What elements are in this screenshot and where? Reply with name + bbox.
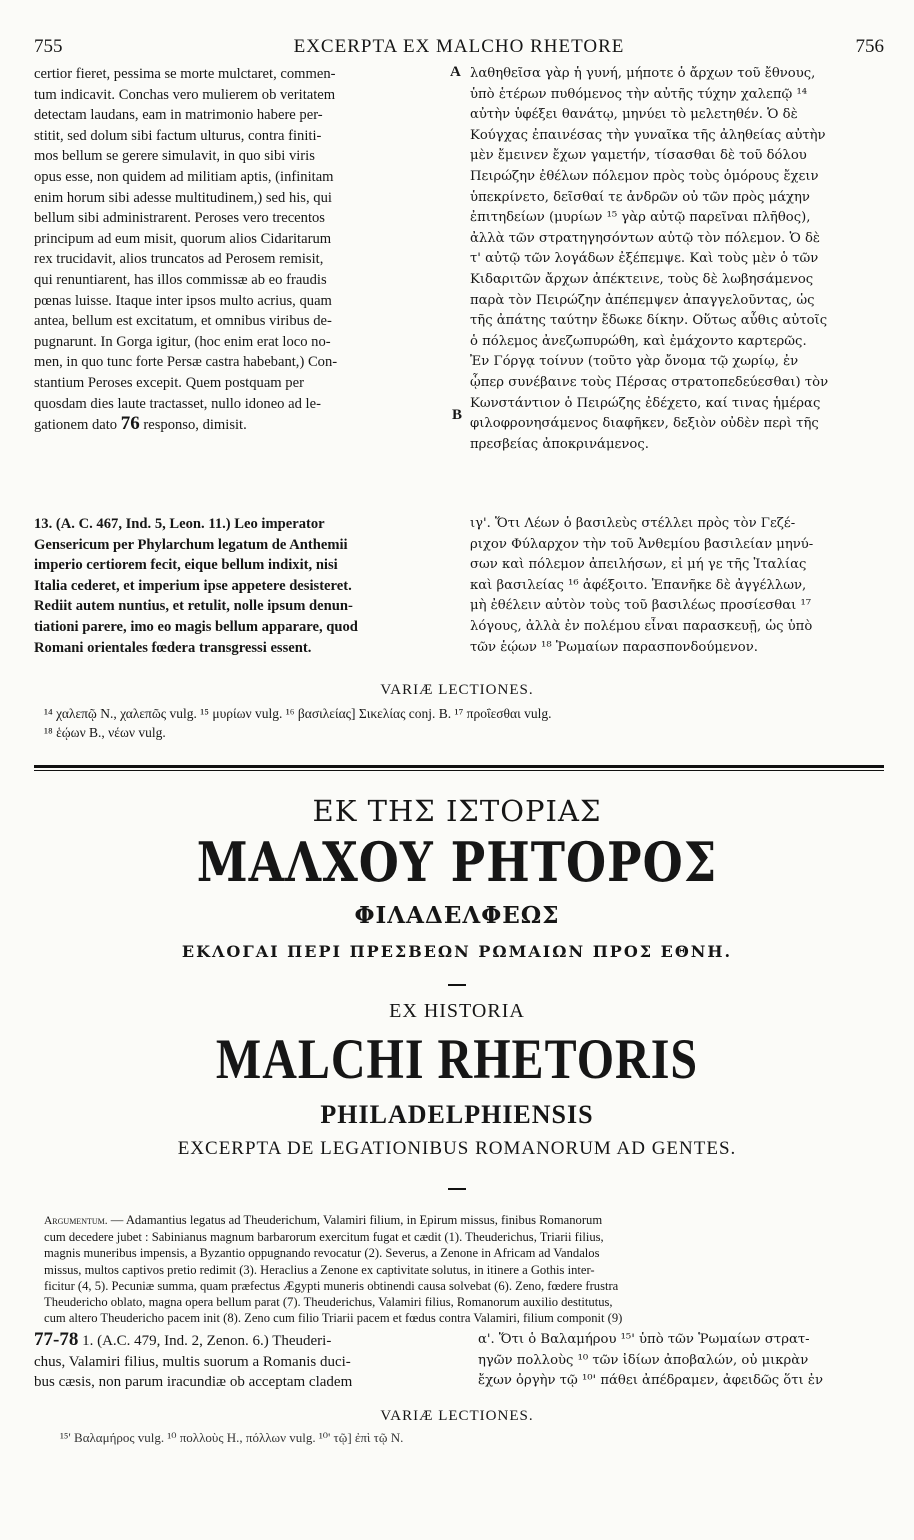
- text-line: cum altero Theudericho pacem init (8). Zeno cum filio Triarii pacem et fœdus contra Valamiri, filium componit (9): [44, 1311, 623, 1326]
- text-line: μὲν ἔμεινεν ἔχων γαμετήν, τίσασθαι δὲ τοῦ δόλου: [470, 148, 807, 164]
- greek-title-line-3: ΦΙΛΑΔΕΛΦΕΩΣ: [354, 902, 560, 929]
- text-line: ὑπὸ ἑτέρων πυθόμενος τὴν αὐτῆς τύχην χαλεπῷ ¹⁴: [470, 86, 808, 102]
- argumentum-label: Argumentum.: [44, 1215, 108, 1227]
- text-line: σων καὶ πόλεμον ἀπειλήσων, εἰ μή γε τῆς Ἰταλίας: [470, 557, 807, 573]
- text-line: πρεσβείας ἀποκρινάμενος.: [470, 436, 649, 452]
- greek-section-1: [478, 1330, 888, 1392]
- text-line: ἔχων ὀργὴν τῷ ¹⁰' πάθει ἀπέδραμεν, ἀφειδῶς ὅτι ἐν: [478, 1373, 823, 1389]
- footnotes-top: [44, 704, 884, 742]
- text-line: magnis muneribus impensis, a Byzantio oppugnando revocatur (2). Severus, a Zenone in Africam ad Vandalos: [44, 1246, 600, 1261]
- text-line: pœnas luisse. Itaque inter ipsos multo acrius, quam: [34, 292, 332, 309]
- text-line: enim horum sibi adesse multitudinem,) sed his, qui: [34, 189, 332, 206]
- text-line: Ἐν Γόργᾳ τοίνυν (τοῦτο γὰρ ὄνομα τῷ χωρίῳ, ἐν: [470, 354, 799, 370]
- text-line: φιλοφρονησάμενος διαφῆκεν, δεξιὸν οὐδὲν περὶ τῆς: [470, 416, 819, 432]
- footnote-line: ¹⁸ ἑῴων B., νέων vulg.: [44, 725, 166, 740]
- text-line: Romani orientales fœdera transgressi essent.: [34, 639, 312, 656]
- variae-lectiones-heading-2: VARIÆ LECTIONES.: [380, 1408, 534, 1424]
- text-line: ficitur (4, 5). Pecuniæ summa, quam præfectus Ægypti muneris obtinendi causa solvebat (6). Zeno, fœdere frustra: [44, 1278, 619, 1293]
- text-line: bellum sibi administrarent. Peroses vero trecentos: [34, 210, 325, 227]
- col-number: 76: [120, 414, 140, 435]
- text-line: τ' αὐτῷ τῶν λογάδων ἐξέπεμψε. Καὶ τοὺς μὲν ὁ τῶν: [470, 251, 819, 267]
- running-title: EXCERPTA EX MALCHO RHETORE: [293, 36, 625, 57]
- text-line: detectam laudans, eam in matrimonio habere per-: [34, 107, 323, 124]
- text-line: Κωνστάντιον ὁ Πειρώζης ἐδέχετο, καί τινας ἡμέρας: [470, 395, 821, 411]
- text-line: men, in quo tunc forte Persæ castra habebant,) Con-: [34, 354, 338, 371]
- margin-marker-b: B: [452, 407, 463, 423]
- text-line: ἐπιτηδείων (μυρίων ¹⁵ γὰρ αὐτῷ παρεῖναι πλῆθος),: [470, 210, 811, 226]
- greek-title-line-2: ΜΑΛΧΟΥ ΡΗΤΟΡΟΣ: [196, 830, 718, 894]
- text-line: λόγους, ἀλλὰ ἐν πολέμου εἶναι παρασκευῇ, ὡς ὑπὸ: [470, 618, 813, 634]
- section-divider-thin: [34, 770, 884, 771]
- text-line: pugnarunt. In Gorga igitur, (hoc enim erat loco no-: [34, 333, 331, 350]
- text-line: [34, 1330, 450, 1352]
- text-line: stantium Peroses excepit. Quem postquam per: [34, 374, 304, 391]
- text-line: ὁ πόλεμος ἀνεζωπυρώθη, καὶ ἐμάχοντο καρτερῶς.: [470, 333, 807, 349]
- text-line: τῆς ἀπάτης ταύτην ἔδωκε δίκην. Οὕτως αὖθις αὐτοῖς: [470, 313, 828, 329]
- text-line: tiationi parere, imo eo magis bellum apparare, quod: [34, 618, 358, 635]
- text-line: rex trucidavit, alios truncatos ad Perosem remisit,: [34, 251, 324, 268]
- col-number: 77-78: [34, 1330, 79, 1350]
- line-text: — Adamantius legatus ad Theuderichum, Valamiri filium, in Epirum missus, finibus Romanorum: [107, 1213, 603, 1227]
- page-number-left: 755: [34, 36, 63, 57]
- title-dash: [448, 984, 466, 986]
- text-line: certior fieret, pessima se morte mulctaret, commen-: [34, 66, 336, 82]
- title-dash: [448, 1188, 466, 1190]
- text-line: ἀλλὰ τῶν στρατηγησόντων αὐτῷ τὸν πόλεμον. Ὁ δὲ: [470, 230, 820, 246]
- greek-section-13: [470, 514, 882, 658]
- text-line: Gensericum per Phylarchum legatum de Anthemii: [34, 536, 348, 553]
- text-line: quosdam dies laute tractasset, nullo idoneo ad le-: [34, 395, 321, 412]
- text-line: Πειρώζην ἐθέλων πόλεμον πρὸς τοὺς ὁμόρους ἔχειν: [470, 168, 819, 184]
- latin-title-line-3: PHILADELPHIENSIS: [320, 1100, 594, 1129]
- latin-title-line-4: EXCERPTA DE LEGATIONIBUS ROMANORUM AD GENTES.: [177, 1138, 737, 1159]
- text-line: bus cæsis, non parum iracundiæ ob acceptam cladem: [34, 1374, 353, 1391]
- text-line: παρὰ τὸν Πειρώζην ἀπέπεμψεν ἀπαγγελοῦντας, ὡς: [470, 292, 815, 308]
- text-line: α'. Ὅτι ὁ Βαλαμήρου ¹⁵' ὑπὸ τῶν Ῥωμαίων στρατ-: [478, 1332, 810, 1347]
- text-line: [34, 414, 446, 436]
- page-number-right: 756: [855, 36, 884, 57]
- section-divider: [34, 765, 884, 768]
- text-line: mos bellum se gerere simulavit, in quo sibi viris: [34, 148, 315, 165]
- text-line: τῶν ἑῴων ¹⁸ Ῥωμαίων παρασπονδούμενον.: [470, 639, 758, 655]
- line-text: gationem dato: [34, 417, 121, 434]
- text-line: imperio certiorem fecit, eique bellum indixit, nisi: [34, 557, 338, 574]
- latin-title-line-2: MALCHI RHETORIS: [215, 1028, 699, 1091]
- text-line: Κούγχας ἐπαινέσας τὴν γυναῖκα τῆς ἀληθείας αὐτὴν: [470, 127, 826, 143]
- argumentum: [44, 1212, 890, 1326]
- margin-marker-a: A: [450, 64, 461, 80]
- latin-column-top: [34, 64, 446, 436]
- text-line: 13. (A. C. 467, Ind. 5, Leon. 11.) Leo imperator: [34, 516, 325, 532]
- text-line: qui renuntiarent, has illos commissæ ab eo fraudis: [34, 271, 327, 288]
- running-header: [34, 36, 884, 62]
- latin-section-1: [34, 1330, 450, 1393]
- line-text: responso, dimisit.: [139, 417, 247, 434]
- latin-section-13: [34, 514, 446, 658]
- text-line: ριχον Φύλαρχον τὴν τοῦ Ἀνθεμίου βασιλείαν μηνύ-: [470, 536, 814, 552]
- text-line: λαθηθεῖσα γὰρ ἡ γυνή, μήποτε ὁ ἄρχων τοῦ ἔθνους,: [470, 66, 816, 81]
- text-line: stitit, sed dolum sibi factum ulturus, contra finiti-: [34, 127, 322, 144]
- text-line: ὑπεκρίνετο, δεῖσθαί τε ἀνδρῶν οὐ τῶν πρὸς μάχην: [470, 189, 810, 205]
- text-line: opus esse, non quidem ad militiam aptis, (infinitam: [34, 168, 334, 185]
- text-line: καὶ βασιλείας ¹⁶ ἀφέξοιτο. Ἐπανῆκε δὲ ἀγγέλλων,: [470, 577, 807, 593]
- text-line: μὴ ἐθέλειν αὐτὸν τοὺς τοῦ βασιλέως προσίεσθαι ¹⁷: [470, 598, 812, 614]
- text-line: ιγ'. Ὅτι Λέων ὁ βασιλεὺς στέλλει πρὸς τὸν Γεζέ-: [470, 516, 796, 531]
- greek-title-line-1: ΕΚ ΤΗΣ ΙΣΤΟΡΙΑΣ: [312, 794, 602, 828]
- variae-lectiones-heading: VARIÆ LECTIONES.: [380, 682, 534, 698]
- greek-title-line-4: ΕΚΛΟΓΑΙ ΠΕΡΙ ΠΡΕΣΒΕΩΝ ΡΩΜΑΙΩΝ ΠΡΟΣ ΕΘΝΗ.: [181, 942, 733, 961]
- text-line: principum ad eum misit, quorum alios Cidaritarum: [34, 230, 332, 247]
- footnotes-bottom: ¹⁵' Βαλαμήρος vulg. ¹⁰ πολλοὺς H., πόλλων vulg. ¹⁰' τῷ] ἐπὶ τῷ N.: [60, 1430, 404, 1445]
- text-line: Κιδαριτῶν ἄρχων ἀπέκτεινε, τοὺς δὲ λωβησάμενος: [470, 271, 814, 287]
- text-line: Theudericho oblato, magna opera bellum parat (7). Theuderichus, Valamiri filius, Romanorum auxilio destitutus,: [44, 1295, 613, 1310]
- text-line: ᾧπερ συνέβαινε τοὺς Πέρσας στρατοπεδεύεσθαι) τὸν: [470, 374, 829, 390]
- latin-title-line-1: EX HISTORIA: [389, 1000, 525, 1022]
- text-line: [44, 1212, 890, 1229]
- text-line: αὐτὴν ὑφέξει θανάτῳ, μηνύει τὸ μελετηθέν. Ὁ δὲ: [470, 107, 798, 123]
- line-text: 1. (A.C. 479, Ind. 2, Zenon. 6.) Theuderi-: [78, 1333, 332, 1349]
- text-line: cum decedere jubet : Sabinianus magnum barbarorum exercitum fugat et cædit (1). Theuderichus, Triarii filius,: [44, 1230, 604, 1245]
- greek-column-top: [470, 64, 882, 455]
- text-line: missus, multos captivos pretio redimit (3). Heraclius a Zenone ex captivitate solutus, in itinere a Gothis inter-: [44, 1262, 595, 1277]
- text-line: antea, bellum est excitatum, et omnibus viribus de-: [34, 313, 332, 330]
- text-line: Rediit autem nuntius, et retulit, nolle ipsum denun-: [34, 598, 353, 615]
- text-line: Italia cederet, et imperium ipse appetere desisteret.: [34, 577, 352, 594]
- text-line: tum indicavit. Conchas vero mulierem ob veritatem: [34, 86, 336, 103]
- footnote-line: ¹⁴ χαλεπῷ N., χαλεπῶς vulg. ¹⁵ μυρίων vulg. ¹⁶ βασιλείας] Σικελίας conj. B. ¹⁷ προΐεσθαι vulg.: [44, 706, 552, 721]
- text-line: ηγῶν πολλοὺς ¹⁰ τῶν ἰδίων ἀποβαλών, οὐ μικρὰν: [478, 1352, 809, 1368]
- text-line: chus, Valamiri filius, multis suorum a Romanis duci-: [34, 1353, 351, 1370]
